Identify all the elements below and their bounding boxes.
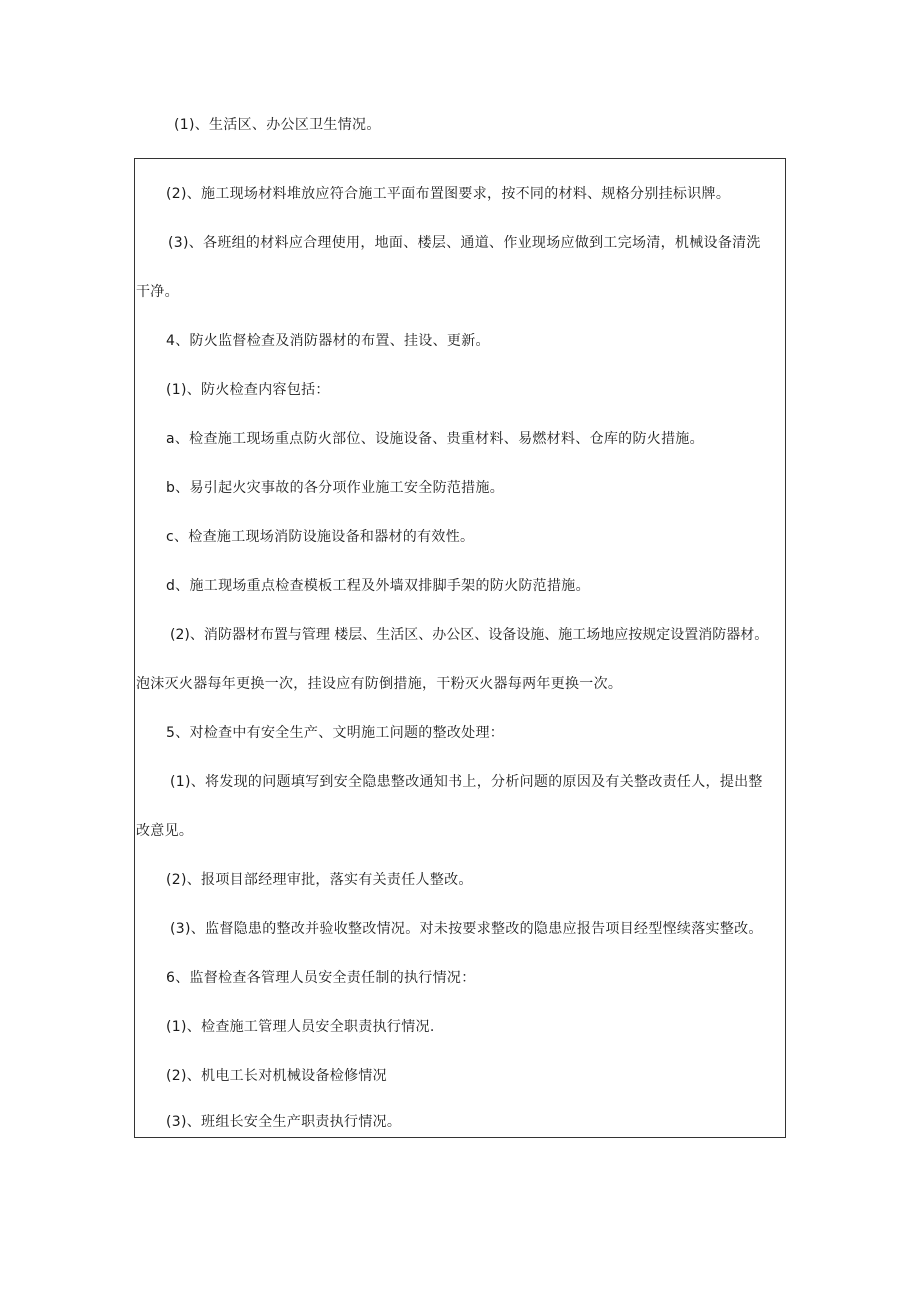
paragraph-line: (1)、防火检查内容包括： [166, 382, 330, 398]
paragraph-line: (2)、机电工长对机械设备检修情况 [166, 1068, 387, 1084]
paragraph-line: 4、防火监督检查及消防器材的布置、挂设、更新。 [166, 333, 490, 349]
paragraph-line: 泡沫灭火器每年更换一次，挂设应有防倒措施，干粉灭火器每两年更换一次。 [136, 676, 623, 692]
paragraph-line: (1)、将发现的问题填写到安全隐患整改通知书上，分析问题的原因及有关整改责任人，提出整 [170, 774, 763, 790]
paragraph-line: 干净。 [136, 284, 179, 300]
paragraph-line: (3)、各班组的材料应合理使用，地面、楼层、通道、作业现场应做到工完场清，机械设备清洗 [168, 235, 761, 251]
paragraph-line: (2)、消防器材布置与管理 楼层、生活区、办公区、设备设施、施工场地应按规定设置消防器材。 [170, 627, 769, 643]
paragraph-line: (3)、监督隐患的整改并验收整改情况。对未按要求整改的隐患应报告项目经型悭续落实整改。 [170, 921, 763, 937]
intro-line: (1)、生活区、办公区卫生情况。 [174, 117, 381, 133]
paragraph-line: 5、对检查中有安全生产、文明施工问题的整改处理： [166, 725, 505, 741]
paragraph-line: d、施工现场重点检查模板工程及外墙双排脚手架的防火防范措施。 [166, 578, 590, 594]
paragraph-line: (2)、施工现场材料堆放应符合施工平面布置图要求，按不同的材料、规格分别挂标识牌。 [166, 186, 731, 202]
paragraph-line: 改意见。 [136, 823, 194, 839]
paragraph-line: (2)、报项目部经理审批，落实有关责任人整改。 [166, 872, 473, 888]
paragraph-line: b、易引起火灾事故的各分项作业施工安全防范措施。 [166, 480, 505, 496]
paragraph-line: c、检查施工现场消防设施设备和器材的有效性。 [166, 529, 475, 545]
paragraph-line: (1)、检查施工管理人员安全职责执行情况. [166, 1019, 435, 1035]
paragraph-line: a、检查施工现场重点防火部位、设施设备、贵重材料、易燃材料、仓库的防火措施。 [166, 431, 704, 447]
paragraph-line: (3)、班组长安全生产职责执行情况。 [166, 1114, 402, 1130]
paragraph-line: 6、监督检查各管理人员安全责任制的执行情况： [166, 970, 476, 986]
content-table-cell [134, 158, 786, 1138]
